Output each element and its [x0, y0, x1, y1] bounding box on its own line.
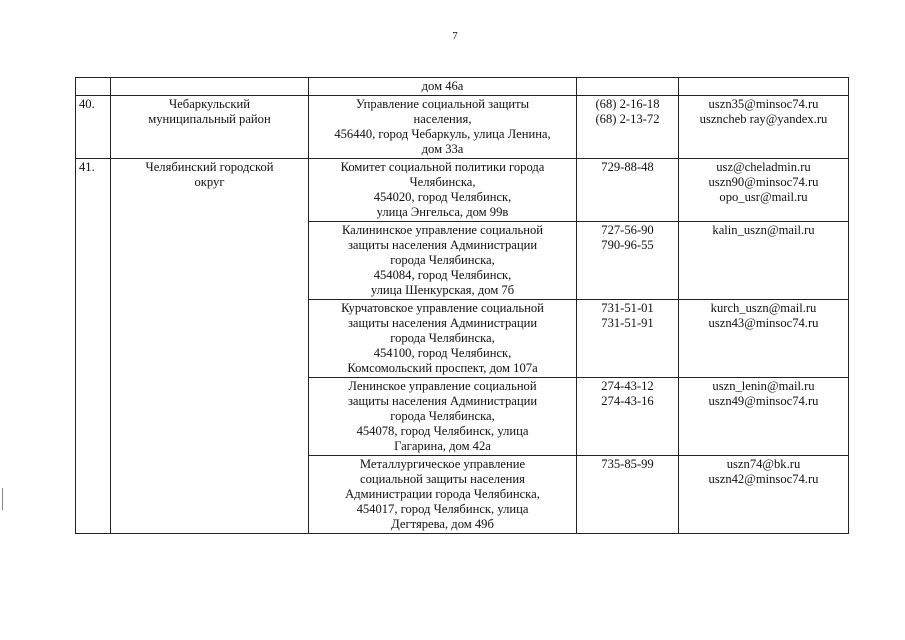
phone-line: 727-56-90 [601, 223, 654, 237]
email-line: uszncheb ray@yandex.ru [699, 112, 828, 126]
phone-cell [577, 222, 679, 300]
phone-cell [577, 96, 679, 159]
phone-line: (68) 2-13-72 [595, 112, 660, 126]
email-cell [679, 300, 849, 378]
table-row [76, 96, 849, 159]
phone-cell [577, 159, 679, 222]
organization-line: города Челябинска, [390, 331, 495, 345]
email-line: uszn49@minsoc74.ru [708, 394, 819, 408]
email-line: uszn90@minsoc74.ru [708, 175, 819, 189]
phone-line: (68) 2-16-18 [595, 97, 660, 111]
organization-line: 454100, город Челябинск, [373, 346, 512, 360]
organization-line: города Челябинска, [390, 253, 495, 267]
organization-cell [309, 78, 577, 96]
organization-line: 454078, город Челябинск, улица [356, 424, 529, 438]
margin-mark [2, 488, 3, 510]
organization-line: Ленинское управление социальной [348, 379, 537, 393]
organization-line: дом 46а [421, 79, 464, 93]
phone-line: 790-96-55 [601, 238, 654, 252]
district-line: муниципальный район [148, 112, 271, 126]
organization-cell [309, 456, 577, 534]
email-line: uszn43@minsoc74.ru [708, 316, 819, 330]
organization-line: защиты населения Администрации [347, 238, 538, 252]
organization-line: Комитет социальной политики города [340, 160, 545, 174]
phone-line: 731-51-91 [601, 316, 654, 330]
organization-line: защиты населения Администрации [347, 316, 538, 330]
email-line: kurch_uszn@mail.ru [710, 301, 817, 315]
phone-cell [577, 300, 679, 378]
email-line: uszn35@minsoc74.ru [708, 97, 819, 111]
district-line: Челябинский городской [145, 160, 274, 174]
row-number-cell: 41. [76, 159, 111, 534]
phone-line: 274-43-12 [601, 379, 654, 393]
organization-line: 456440, город Чебаркуль, улица Ленина, [334, 127, 551, 141]
organization-line: Челябинска, [409, 175, 476, 189]
district-cell [111, 78, 309, 96]
email-line: kalin_uszn@mail.ru [712, 223, 815, 237]
table-row [76, 78, 849, 96]
page-number: 7 [452, 30, 458, 42]
email-line: uszn_lenin@mail.ru [712, 379, 815, 393]
organization-line: 454017, город Челябинск, улица [356, 502, 529, 516]
organization-line: Гагарина, дом 42а [394, 439, 491, 453]
email-line: uszn42@minsoc74.ru [708, 472, 819, 486]
organization-line: 454084, город Челябинск, [373, 268, 512, 282]
email-cell [679, 222, 849, 300]
phone-line: 731-51-01 [601, 301, 654, 315]
organization-line: Комсомольский проспект, дом 107а [347, 361, 538, 375]
organization-line: улица Шенкурская, дом 7б [370, 283, 515, 297]
organization-line: Калининское управление социальной [341, 223, 544, 237]
organization-line: Администрации города Челябинска, [345, 487, 540, 501]
organization-line: улица Энгельса, дом 99в [376, 205, 509, 219]
email-line: uszn74@bk.ru [726, 457, 801, 471]
phone-cell [577, 456, 679, 534]
organization-cell [309, 300, 577, 378]
organization-line: Дегтярева, дом 49б [391, 517, 494, 531]
district-line: округ [194, 175, 225, 189]
organization-line: Курчатовское управление социальной [341, 301, 544, 315]
organization-line: социальной защиты населения [360, 472, 525, 486]
email-line: usz@cheladmin.ru [716, 160, 811, 174]
email-cell [679, 78, 849, 96]
phone-line: 274-43-16 [601, 394, 654, 408]
district-cell [111, 96, 309, 159]
email-cell [679, 96, 849, 159]
organization-line: защиты населения Администрации [347, 394, 538, 408]
social-protection-table [75, 77, 849, 534]
organization-line: населения, [413, 112, 472, 126]
organization-line: дом 33а [421, 142, 464, 156]
row-number-cell: 40. [76, 96, 111, 159]
row-number-cell [76, 78, 111, 96]
phone-cell [577, 78, 679, 96]
organization-line: города Челябинска, [390, 409, 495, 423]
phone-cell [577, 378, 679, 456]
email-cell [679, 159, 849, 222]
organization-cell [309, 96, 577, 159]
organization-cell [309, 159, 577, 222]
table-row [76, 159, 849, 222]
organization-line: Металлургическое управление [359, 457, 526, 471]
district-line: Чебаркульский [169, 97, 250, 111]
organization-cell [309, 222, 577, 300]
table-body [76, 78, 849, 534]
phone-line: 729-88-48 [601, 160, 654, 174]
phone-line: 735-85-99 [601, 457, 654, 471]
email-cell [679, 378, 849, 456]
email-line: opo_usr@mail.ru [719, 190, 808, 204]
district-cell [111, 159, 309, 534]
email-cell [679, 456, 849, 534]
organization-cell [309, 378, 577, 456]
organization-line: Управление социальной защиты [355, 97, 530, 111]
organization-line: 454020, город Челябинск, [373, 190, 512, 204]
